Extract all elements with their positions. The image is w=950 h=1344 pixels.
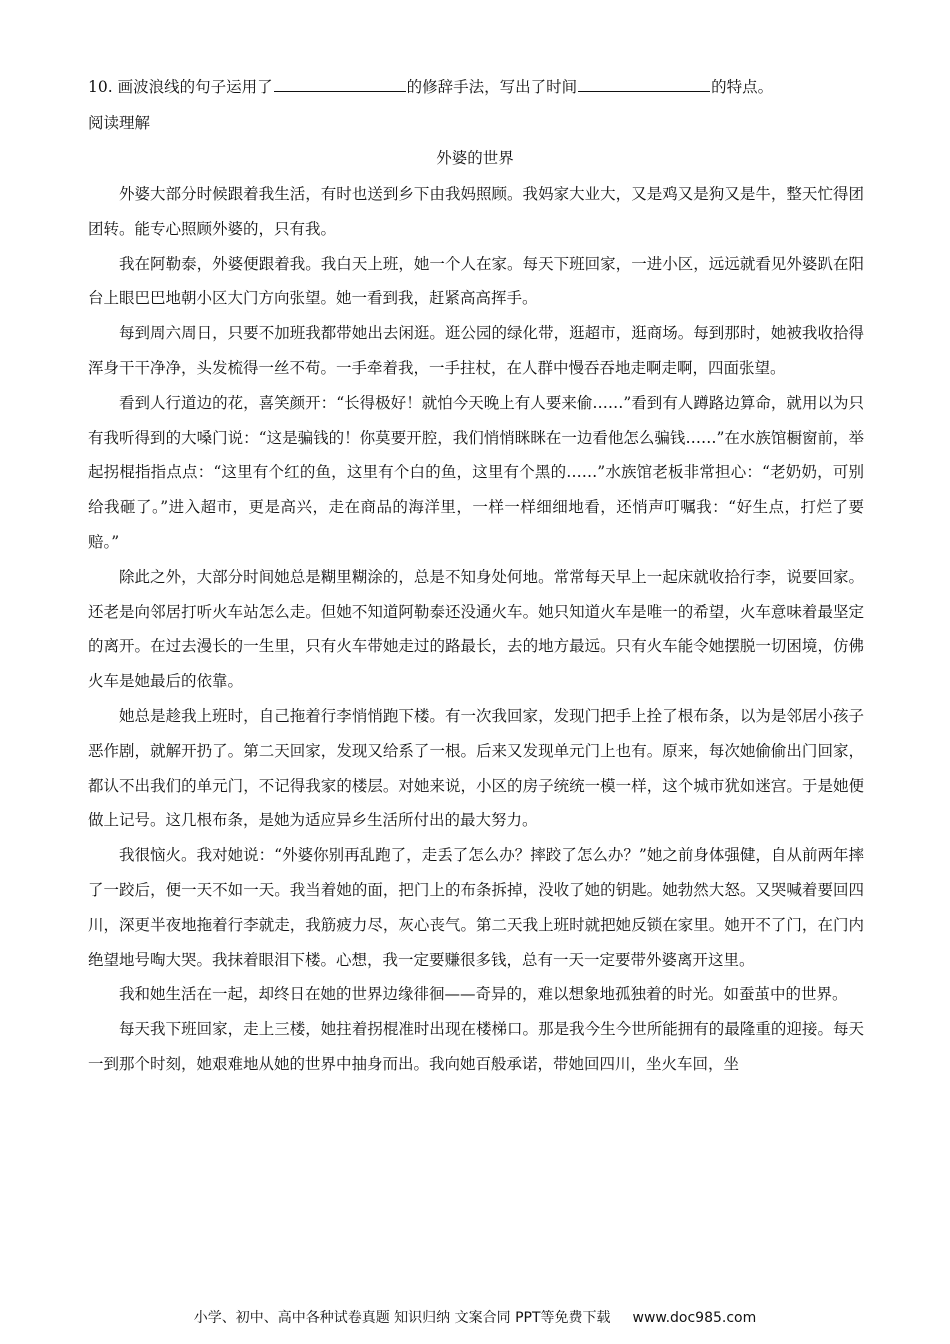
footer-url[interactable]: www.doc985.com [632,1310,757,1326]
footer-text: 小学、初中、高中各种试卷真题 知识归纳 文案合同 PPT等免费下载 [193,1310,611,1326]
article-paragraph: 每到周六周日，只要不加班我都带她出去闲逛。逛公园的绿化带，逛超市，逛商场。每到那时，她被我收拾得浑身干干净净，头发梳得一丝不苟。一手牵着我，一手拄杖，在人群中慢吞吞地走啊走啊，四面张望。 [88,324,864,377]
answer-blank-2[interactable] [578,77,710,92]
question-middle: 的修辞手法，写出了时间 [406,78,578,96]
article-paragraph: 看到人行道边的花，喜笑颜开：“长得极好！就怕今天晚上有人要来偷……”看到有人蹲路边算命，就用以为只有我听得到的大嗓门说：“这是骗钱的！你莫要开腔，我们悄悄眯眯在一边看他怎么骗钱……”在水族馆橱窗前，举起拐棍指指点点：“这里有个红的鱼，这里有个白的鱼，这里有个黑的……”水族馆老板非常担心：“老奶奶，可别给我砸了。”进入超市，更是高兴，走在商品的海洋里，一样一样细细地看，还悄声叮嘱我：“好生点，打烂了要赔。” [88,393,864,551]
page-footer [0,1308,950,1328]
article-paragraph: 我在阿勒泰，外婆便跟着我。我白天上班，她一个人在家。每天下班回家，一进小区，远远就看见外婆趴在阳台上眼巴巴地朝小区大门方向张望。她一看到我，赶紧高高挥手。 [88,254,864,308]
question-suffix: 的特点。 [711,78,774,96]
question-prefix: 10. 画波浪线的句子运用了 [88,78,273,96]
article-paragraph: 外婆大部分时候跟着我生活，有时也送到乡下由我妈照顾。我妈家大业大，又是鸡又是狗又是牛，整天忙得团团转。能专心照顾外婆的，只有我。 [88,185,864,238]
question-10 [88,76,868,98]
article-paragraph: 每天我下班回家，走上三楼，她拄着拐棍准时出现在楼梯口。那是我今生今世所能拥有的最隆重的迎接。每天一到那个时刻，她艰难地从她的世界中抽身而出。我向她百般承诺，带她回四川，坐火车回，坐 [88,1020,864,1073]
article-paragraph: 我很恼火。我对她说：“外婆你别再乱跑了，走丢了怎么办？摔跤了怎么办？”她之前身体强健，自从前两年摔了一跤后，便一天不如一天。我当着她的面，把门上的布条拆掉，没收了她的钥匙。她勃然大怒。又哭喊着要回四川，深更半夜地拖着行李就走，我筋疲力尽，灰心丧气。第二天我上班时就把她反锁在家里。她开不了门，在门内绝望地号啕大哭。我抹着眼泪下楼。心想，我一定要赚很多钱，总有一天一定要带外婆离开这里。 [88,846,864,969]
article-body [88,177,864,1082]
article-title: 外婆的世界 [436,149,514,167]
article-paragraph: 她总是趁我上班时，自己拖着行李悄悄跑下楼。有一次我回家，发现门把手上拴了根布条，以为是邻居小孩子恶作剧，就解开扔了。第二天回家，发现又给系了一根。后来又发现单元门上也有。原来，每次她偷偷出门回家，都认不出我们的单元门，不记得我家的楼层。对她来说，小区的房子统统一模一样，这个城市犹如迷宫。于是她便做上记号。这几根布条，是她为适应异乡生活所付出的最大努力。 [88,706,864,830]
answer-blank-1[interactable] [274,77,406,92]
section-label: 阅读理解 [88,114,151,132]
article-paragraph: 除此之外，大部分时间她总是糊里糊涂的，总是不知身处何地。常常每天早上一起床就收拾行李，说要回家。还老是向邻居打听火车站怎么走。但她不知道阿勒泰还没通火车。她只知道火车是唯一的希望，火车意味着最坚定的离开。在过去漫长的一生里，只有火车带她走过的路最长，去的地方最远。只有火车能令她摆脱一切困境，仿佛火车是她最后的依靠。 [88,567,864,691]
article-paragraph: 我和她生活在一起，却终日在她的世界边缘徘徊——奇异的，难以想象地孤独着的时光。如蚕茧中的世界。 [119,985,848,1004]
